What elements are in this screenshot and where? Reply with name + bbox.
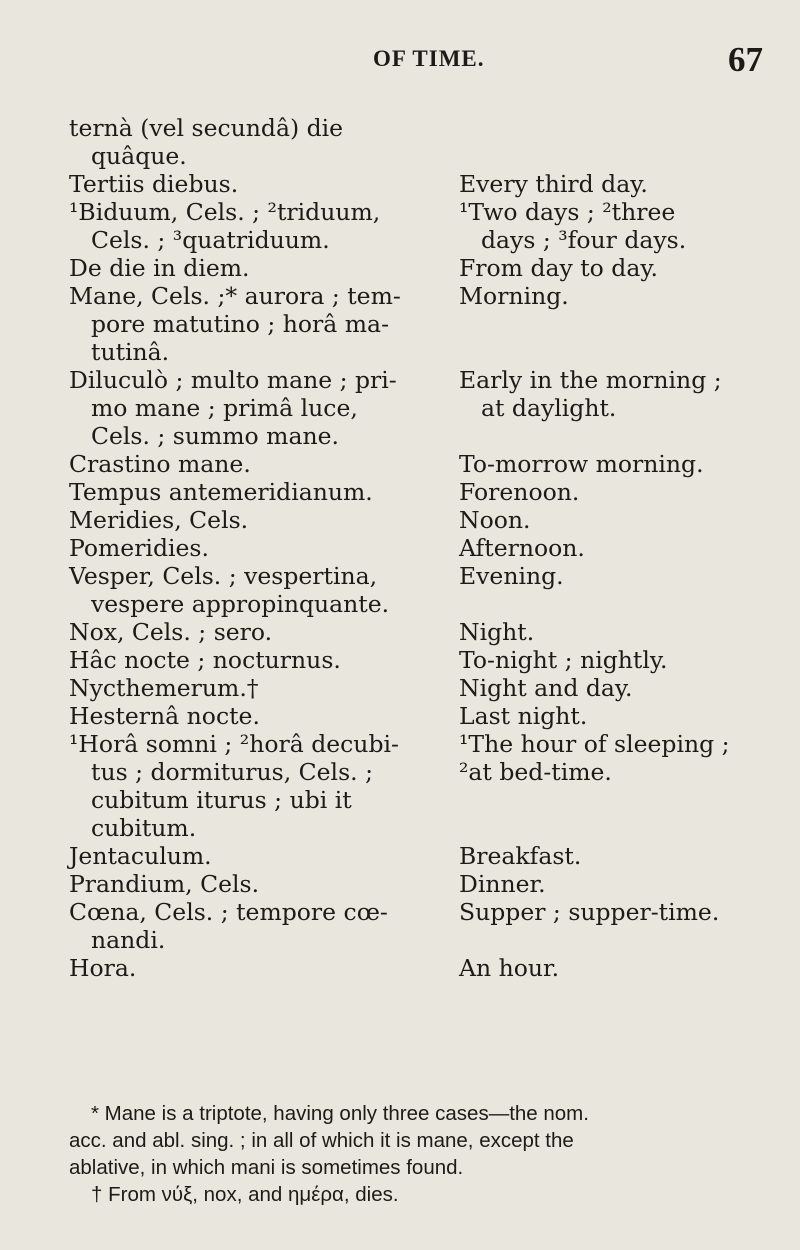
english-translation xyxy=(459,954,799,982)
running-head: OF TIME. xyxy=(373,46,485,71)
english-translation xyxy=(459,702,799,730)
english-translation xyxy=(459,366,799,422)
latin-line: Cœna, Cels. ; tempore cœ- xyxy=(69,898,388,926)
latin-term xyxy=(69,702,454,730)
english-translation xyxy=(459,282,799,310)
latin-line: Prandium, Cels. xyxy=(69,870,260,898)
latin-line: tus ; dormiturus, Cels. ; xyxy=(91,758,373,786)
footnote-line: acc. and abl. sing. ; in all of which it is mane, except the xyxy=(69,1129,574,1152)
latin-line: Nycthemerum.† xyxy=(69,674,259,702)
english-line: Evening. xyxy=(459,562,564,590)
latin-line: Hâc nocte ; nocturnus. xyxy=(69,646,341,674)
latin-line: vespere appropinquante. xyxy=(91,590,390,618)
latin-term xyxy=(69,198,454,254)
english-translation xyxy=(459,898,799,926)
latin-line: Crastino mane. xyxy=(69,450,251,478)
latin-line: quâque. xyxy=(91,142,187,170)
page-number: 67 xyxy=(728,40,763,79)
english-line: Early in the morning ; xyxy=(459,366,722,394)
footnote-nycthemerum xyxy=(69,1181,799,1208)
english-translation xyxy=(459,170,799,198)
english-line: Last night. xyxy=(459,702,588,730)
latin-line: Cels. ; ³quatriduum. xyxy=(91,226,330,254)
latin-line: Vesper, Cels. ; vespertina, xyxy=(69,562,378,590)
english-line: at daylight. xyxy=(481,394,617,422)
english-translation xyxy=(459,730,799,786)
latin-term xyxy=(69,114,454,170)
english-line: Every third day. xyxy=(459,170,648,198)
english-translation xyxy=(459,618,799,646)
latin-line: cubitum. xyxy=(91,814,197,842)
latin-line: pore matutino ; horâ ma- xyxy=(91,310,390,338)
english-translation xyxy=(459,646,799,674)
latin-term xyxy=(69,254,454,282)
latin-term xyxy=(69,898,454,954)
english-translation xyxy=(459,198,799,254)
english-line: To-night ; nightly. xyxy=(459,646,668,674)
english-line: An hour. xyxy=(459,954,560,982)
latin-line: Mane, Cels. ;* aurora ; tem- xyxy=(69,282,401,310)
footnote-line: ablative, in which mani is sometimes found. xyxy=(69,1156,464,1179)
latin-line: Pomeridies. xyxy=(69,534,209,562)
english-translation xyxy=(459,506,799,534)
english-translation xyxy=(459,870,799,898)
english-translation xyxy=(459,842,799,870)
english-line: Breakfast. xyxy=(459,842,582,870)
english-line: Night and day. xyxy=(459,674,633,702)
latin-term xyxy=(69,674,454,702)
latin-line: Cels. ; summo mane. xyxy=(91,422,339,450)
english-translation xyxy=(459,254,799,282)
english-translation xyxy=(459,478,799,506)
latin-line: ¹Biduum, Cels. ; ²triduum, xyxy=(69,198,381,226)
latin-term xyxy=(69,282,454,366)
latin-line: Tempus antemeridianum. xyxy=(69,478,373,506)
english-line: ¹The hour of sleeping ; xyxy=(459,730,730,758)
footnote-line: † From νύξ, nox, and ημέρα, dies. xyxy=(91,1183,399,1206)
english-line: Night. xyxy=(459,618,535,646)
english-line: Noon. xyxy=(459,506,531,534)
latin-term xyxy=(69,534,454,562)
english-line: Afternoon. xyxy=(459,534,585,562)
latin-term xyxy=(69,450,454,478)
latin-line: De die in diem. xyxy=(69,254,250,282)
footnote-mane xyxy=(69,1100,799,1181)
english-translation xyxy=(459,534,799,562)
english-line: ¹Two days ; ²three xyxy=(459,198,676,226)
latin-line: Hora. xyxy=(69,954,137,982)
latin-term xyxy=(69,954,454,982)
latin-term xyxy=(69,366,454,450)
latin-line: ¹Horâ somni ; ²horâ decubi- xyxy=(69,730,399,758)
latin-term xyxy=(69,870,454,898)
latin-line: Tertiis diebus. xyxy=(69,170,239,198)
latin-term xyxy=(69,618,454,646)
latin-term xyxy=(69,478,454,506)
english-line: Forenoon. xyxy=(459,478,580,506)
english-line: To-morrow morning. xyxy=(459,450,704,478)
english-line: Morning. xyxy=(459,282,569,310)
footnote-line: * Mane is a triptote, having only three cases—the nom. xyxy=(91,1102,589,1125)
english-line: days ; ³four days. xyxy=(481,226,687,254)
english-translation xyxy=(459,450,799,478)
latin-term xyxy=(69,842,454,870)
english-line: Dinner. xyxy=(459,870,546,898)
latin-line: mo mane ; primâ luce, xyxy=(91,394,358,422)
english-line: From day to day. xyxy=(459,254,658,282)
latin-line: Diluculò ; multo mane ; pri- xyxy=(69,366,397,394)
latin-line: Jentaculum. xyxy=(69,842,212,870)
latin-term xyxy=(69,562,454,618)
latin-term xyxy=(69,506,454,534)
latin-term xyxy=(69,646,454,674)
english-line: ²at bed-time. xyxy=(459,758,612,786)
latin-line: Hesternâ nocte. xyxy=(69,702,260,730)
latin-line: Meridies, Cels. xyxy=(69,506,249,534)
latin-line: nandi. xyxy=(91,926,166,954)
latin-line: tutinâ. xyxy=(91,338,170,366)
latin-term xyxy=(69,730,454,842)
latin-line: cubitum iturus ; ubi it xyxy=(91,786,352,814)
english-line: Supper ; supper-time. xyxy=(459,898,720,926)
english-translation xyxy=(459,562,799,590)
latin-line: ternà (vel secundâ) die xyxy=(69,114,344,142)
latin-term xyxy=(69,170,454,198)
latin-line: Nox, Cels. ; sero. xyxy=(69,618,273,646)
english-translation xyxy=(459,674,799,702)
page-header xyxy=(0,40,800,84)
